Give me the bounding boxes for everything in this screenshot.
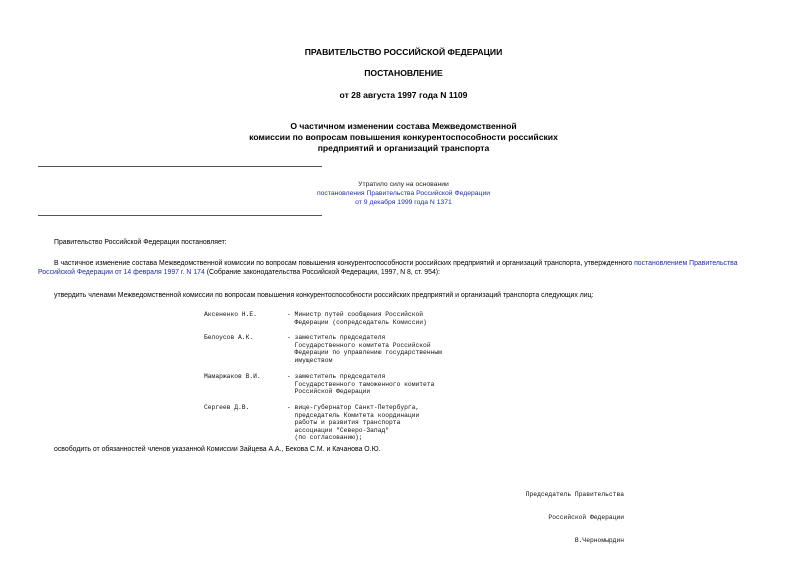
member-position: - заместитель председателя Государственного таможенного комитета Российской Федерации xyxy=(287,373,435,396)
repeal-link-line2[interactable]: от 9 декабря 1999 года N 1371 xyxy=(355,199,452,206)
member-name: Аксененко Н.Е. xyxy=(204,311,257,318)
status-text: Утратило силу на основании xyxy=(358,181,449,188)
title-line: предприятий и организаций транспорта xyxy=(317,143,490,153)
decree-link-part1[interactable]: постановлением Правительства xyxy=(634,260,738,267)
member-row xyxy=(204,373,261,381)
title-line: комиссии по вопросам повышения конкурентоспособности российских xyxy=(249,132,558,142)
release-text: освободить от обязанностей членов указанной Комиссии Зайцева А.А., Бекова С.М. и Качанова О.Ю. xyxy=(54,446,381,453)
member-position: - заместитель председателя Государственного комитета Российской Федерации по управлению государственным имуществом xyxy=(287,334,442,364)
intro-text: Правительство Российской Федерации постановляет: xyxy=(54,239,227,246)
member-name: Белоусов А.К. xyxy=(204,334,254,341)
document-date-number: от 28 августа 1997 года N 1109 xyxy=(339,90,468,100)
signature-name: В.Черномырдин xyxy=(574,536,624,544)
member-position: - Министр путей сообщения Российской Федерации (сопредседатель Комиссии) xyxy=(287,311,427,326)
issuing-authority: ПРАВИТЕЛЬСТВО РОССИЙСКОЙ ФЕДЕРАЦИИ xyxy=(304,47,503,57)
approve-text: утвердить членами Межведомственной комиссии по вопросам повышения конкурентоспособности российских предприятий и организаций транспорта следующих лиц: xyxy=(54,292,594,299)
paragraph-text-before: В частичное изменение состава Межведомственной комиссии по вопросам повышения конкурентоспособности российских предприятий и организаций транспорта, утвержденного xyxy=(54,260,635,267)
decree-link-part2[interactable]: Российской Федерации от 14 февраля 1997 г. N 174 xyxy=(38,269,205,276)
document-title xyxy=(0,121,807,154)
status-block xyxy=(0,180,807,207)
repeal-link-line1[interactable]: постановления Правительства Российской Федерации xyxy=(316,190,491,197)
divider-top xyxy=(38,166,322,167)
member-name: Мамаржаков В.И. xyxy=(204,373,261,380)
member-row xyxy=(204,404,249,412)
member-row xyxy=(204,311,257,319)
member-name: Сергеев Д.В. xyxy=(204,404,250,411)
paragraph-text-after: (Собрание законодательства Российской Федерации, 1997, N 8, ст. 954): xyxy=(204,269,440,276)
signature-block xyxy=(506,476,624,552)
signature-title: Председатель Правительства xyxy=(525,491,624,499)
title-line: О частичном изменении состава Межведомственной xyxy=(290,121,517,131)
member-row xyxy=(204,334,253,342)
paragraph-amendment xyxy=(38,259,773,277)
member-position: - вице-губернатор Санкт-Петербурга, председатель Комитета координации работы и развития транспорта ассоциации "Северо-Запад" (по согласованию); xyxy=(287,404,420,442)
signature-country: Российской Федерации xyxy=(548,513,624,521)
document-type: ПОСТАНОВЛЕНИЕ xyxy=(364,68,443,78)
divider-bottom xyxy=(38,215,322,216)
